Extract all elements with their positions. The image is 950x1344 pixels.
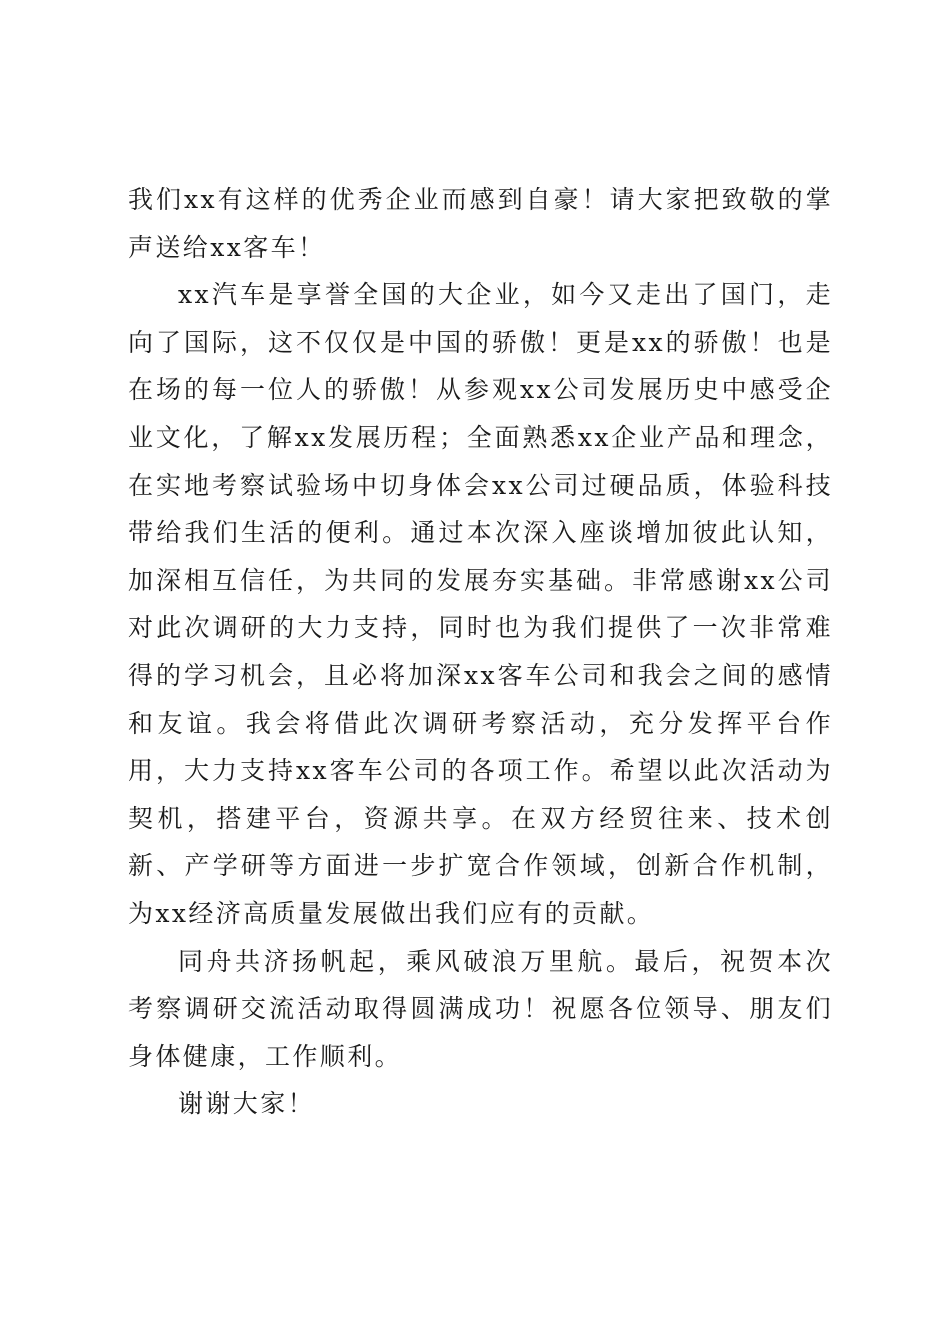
document-body xyxy=(128,176,833,1128)
paragraph-thanks: 谢谢大家！ xyxy=(178,1089,316,1119)
paragraph-congratulations: 同舟共济扬帆起，乘风破浪万里航。最后，祝贺本次考察调研交流活动取得圆满成功！祝愿各位领导、朋友们身体健康，工作顺利。 xyxy=(128,946,833,1071)
paragraph-closing-pride: 我们xx有这样的优秀企业而感到自豪！请大家把致敬的掌声送给xx客车！ xyxy=(128,185,833,262)
paragraph-main-remarks: xx汽车是享誉全国的大企业，如今又走出了国门，走向了国际，这不仅仅是中国的骄傲！更是xx的骄傲！也是在场的每一位人的骄傲！从参观xx公司发展历史中感受企业文化，了解xx发展历程；全面熟悉xx企业产品和理念，在实地考察试验场中切身体会xx公司过硬品质，体验科技带给我们生活的便利。通过本次深入座谈增加彼此认知，加深相互信任，为共同的发展夯实基础。非常感谢xx公司对此次调研的大力支持，同时也为我们提供了一次非常难得的学习机会，且必将加深xx客车公司和我会之间的感情和友谊。我会将借此次调研考察活动，充分发挥平台作用，大力支持xx客车公司的各项工作。希望以此次活动为契机，搭建平台，资源共享。在双方经贸往来、技术创新、产学研等方面进一步扩宽合作领域，创新合作机制，为xx经济高质量发展做出我们应有的贡献。 xyxy=(128,280,833,928)
